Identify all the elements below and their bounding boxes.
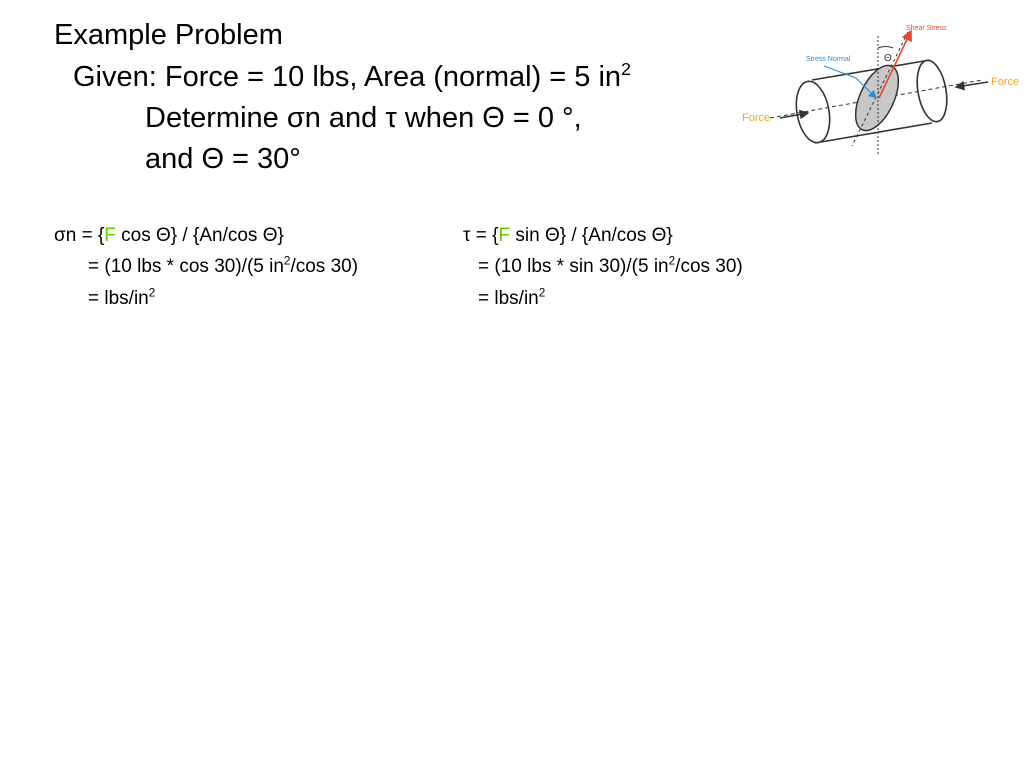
sigma-force-var: F bbox=[104, 225, 116, 246]
tau-l2-pre: = (10 lbs * sin 30)/(5 in bbox=[478, 256, 669, 277]
cylinder-right-end bbox=[913, 58, 951, 124]
force-right-label: Force bbox=[991, 76, 1020, 88]
tau-eq-line2 bbox=[478, 254, 743, 277]
tau-eq-line1 bbox=[463, 226, 673, 245]
sigma-l3-exp: 2 bbox=[148, 286, 156, 300]
sigma-l2-pre: = (10 lbs * cos 30)/(5 in bbox=[88, 256, 284, 277]
tau-l2-post: /cos 30) bbox=[675, 256, 743, 277]
tau-force-var: F bbox=[498, 225, 511, 246]
tau-l3-exp: 2 bbox=[538, 286, 546, 300]
sigma-l1-pre: σn = { bbox=[54, 225, 105, 246]
sigma-l2-exp: 2 bbox=[283, 254, 291, 268]
sigma-eq-line3 bbox=[88, 286, 156, 309]
sigma-l3-pre: = lbs/in bbox=[88, 288, 149, 309]
given-line bbox=[73, 58, 632, 93]
stress-normal-label: Stress Normal bbox=[806, 56, 851, 63]
shear-stress-label: Shear Stress bbox=[906, 25, 947, 32]
sigma-l1-post: cos Θ} / {An/cos Θ} bbox=[115, 225, 284, 246]
theta-label: Θ bbox=[884, 53, 892, 64]
inclined-section bbox=[847, 59, 907, 137]
slide-title: Example Problem bbox=[54, 19, 283, 51]
tau-l1-pre: τ = { bbox=[463, 225, 499, 246]
force-arrow-right bbox=[956, 82, 988, 87]
given-exponent: 2 bbox=[621, 58, 632, 79]
sigma-eq-line1 bbox=[54, 226, 284, 245]
tau-l3-pre: = lbs/in bbox=[478, 288, 539, 309]
given-text: Given: Force = 10 lbs, Area (normal) = 5 in bbox=[73, 61, 622, 93]
and-theta-line: and Θ = 30° bbox=[145, 143, 301, 175]
theta-arc bbox=[878, 47, 893, 49]
tau-eq-line3 bbox=[478, 286, 546, 309]
cylinder-left-end bbox=[792, 79, 834, 146]
sigma-eq-line2 bbox=[88, 254, 359, 277]
tau-l2-exp: 2 bbox=[668, 254, 676, 268]
determine-line: Determine σn and τ when Θ = 0 °, bbox=[145, 102, 582, 134]
tau-l1-post: sin Θ} / {An/cos Θ} bbox=[510, 225, 673, 246]
sigma-l2-post: /cos 30) bbox=[290, 256, 359, 277]
force-left-label: Force bbox=[742, 112, 771, 124]
stress-diagram bbox=[730, 18, 1024, 158]
